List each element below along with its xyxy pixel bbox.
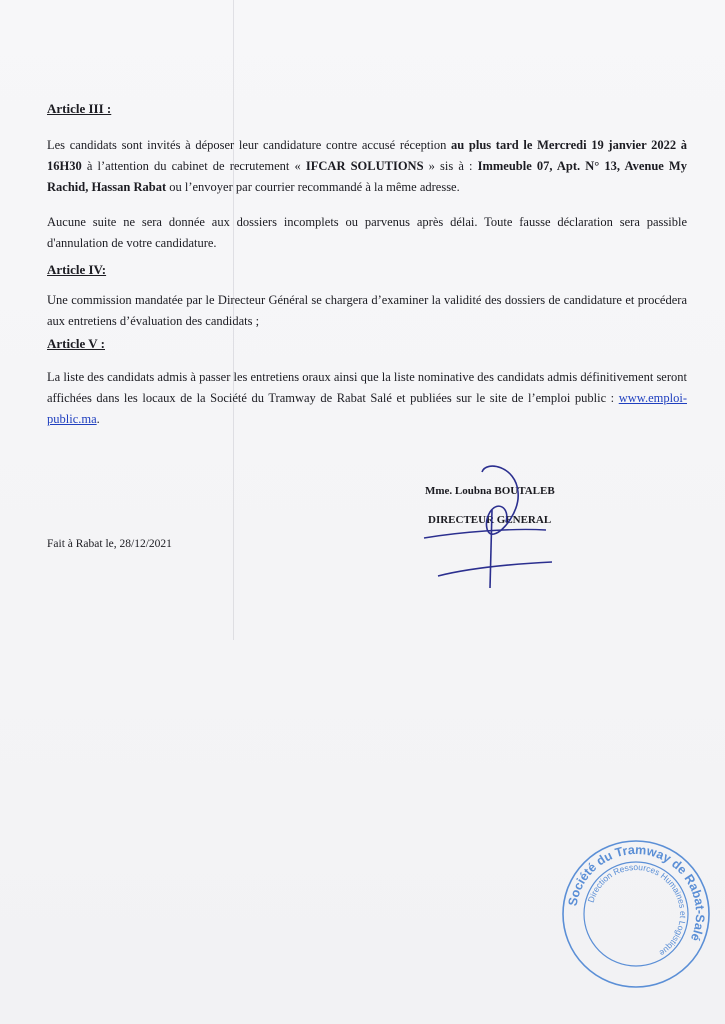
address-text: Immeuble 07, Apt. N° 13, Avenue My Rachid, Hassan Rabat — [47, 159, 687, 194]
article-4-heading: Article IV: — [47, 262, 107, 277]
article-5-heading: Article V : — [47, 336, 105, 351]
text-run: . — [96, 412, 100, 426]
article-4-paragraph: Une commission mandatée par le Directeur Général se chargera d’examiner la validité des dossiers de candidature et procédera aux entretiens d’évaluation des candidats ; — [47, 293, 687, 328]
article-3-paragraph-2: Aucune suite ne sera donnée aux dossiers incomplets ou parvenus après délai. Toute fausse déclaration sera passible d'annulation de votre candidature. — [47, 215, 687, 250]
article-5-paragraph — [47, 367, 687, 430]
text-run: Les candidats sont invités à déposer leur candidature contre accusé réception — [47, 138, 452, 152]
text-run: ou l’envoyer par courrier recommandé à la même adresse. — [166, 180, 460, 194]
text-run: à l’attention du cabinet de recrutement « — [81, 159, 306, 173]
company-stamp — [560, 838, 712, 990]
article-3-paragraph-1 — [47, 135, 687, 198]
firm-name: IFCAR SOLUTIONS — [305, 159, 424, 173]
place-and-date: Fait à Rabat le, 28/12/2021 — [47, 538, 172, 550]
svg-text:Société du Tramway de Rabat-Sa: Société du Tramway de Rabat-Salé — [565, 842, 708, 944]
text-run: » sis à : — [423, 159, 478, 173]
handwritten-signature — [420, 462, 560, 592]
text-run: La liste des candidats admis à passer les entretiens oraux ainsi que la liste nominative des candidats admis définitivement seront affichées dans les locaux de la Société du Tramway de Rabat Salé et publiées sur le site de l’emploi public : — [47, 370, 687, 405]
signer-title: DIRECTEUR GENERAL — [428, 514, 552, 526]
signer-name: Mme. Loubna BOUTALEB — [425, 485, 555, 497]
deadline-text: au plus tard le Mercredi 19 janvier 2022 à 16H30 — [47, 138, 687, 173]
svg-text:Direction Ressources Humaines: Direction Ressources Humaines et Logistique — [585, 861, 689, 959]
article-3-heading: Article III : — [47, 101, 112, 116]
emploi-public-link[interactable]: www.emploi-public.ma — [47, 391, 687, 426]
